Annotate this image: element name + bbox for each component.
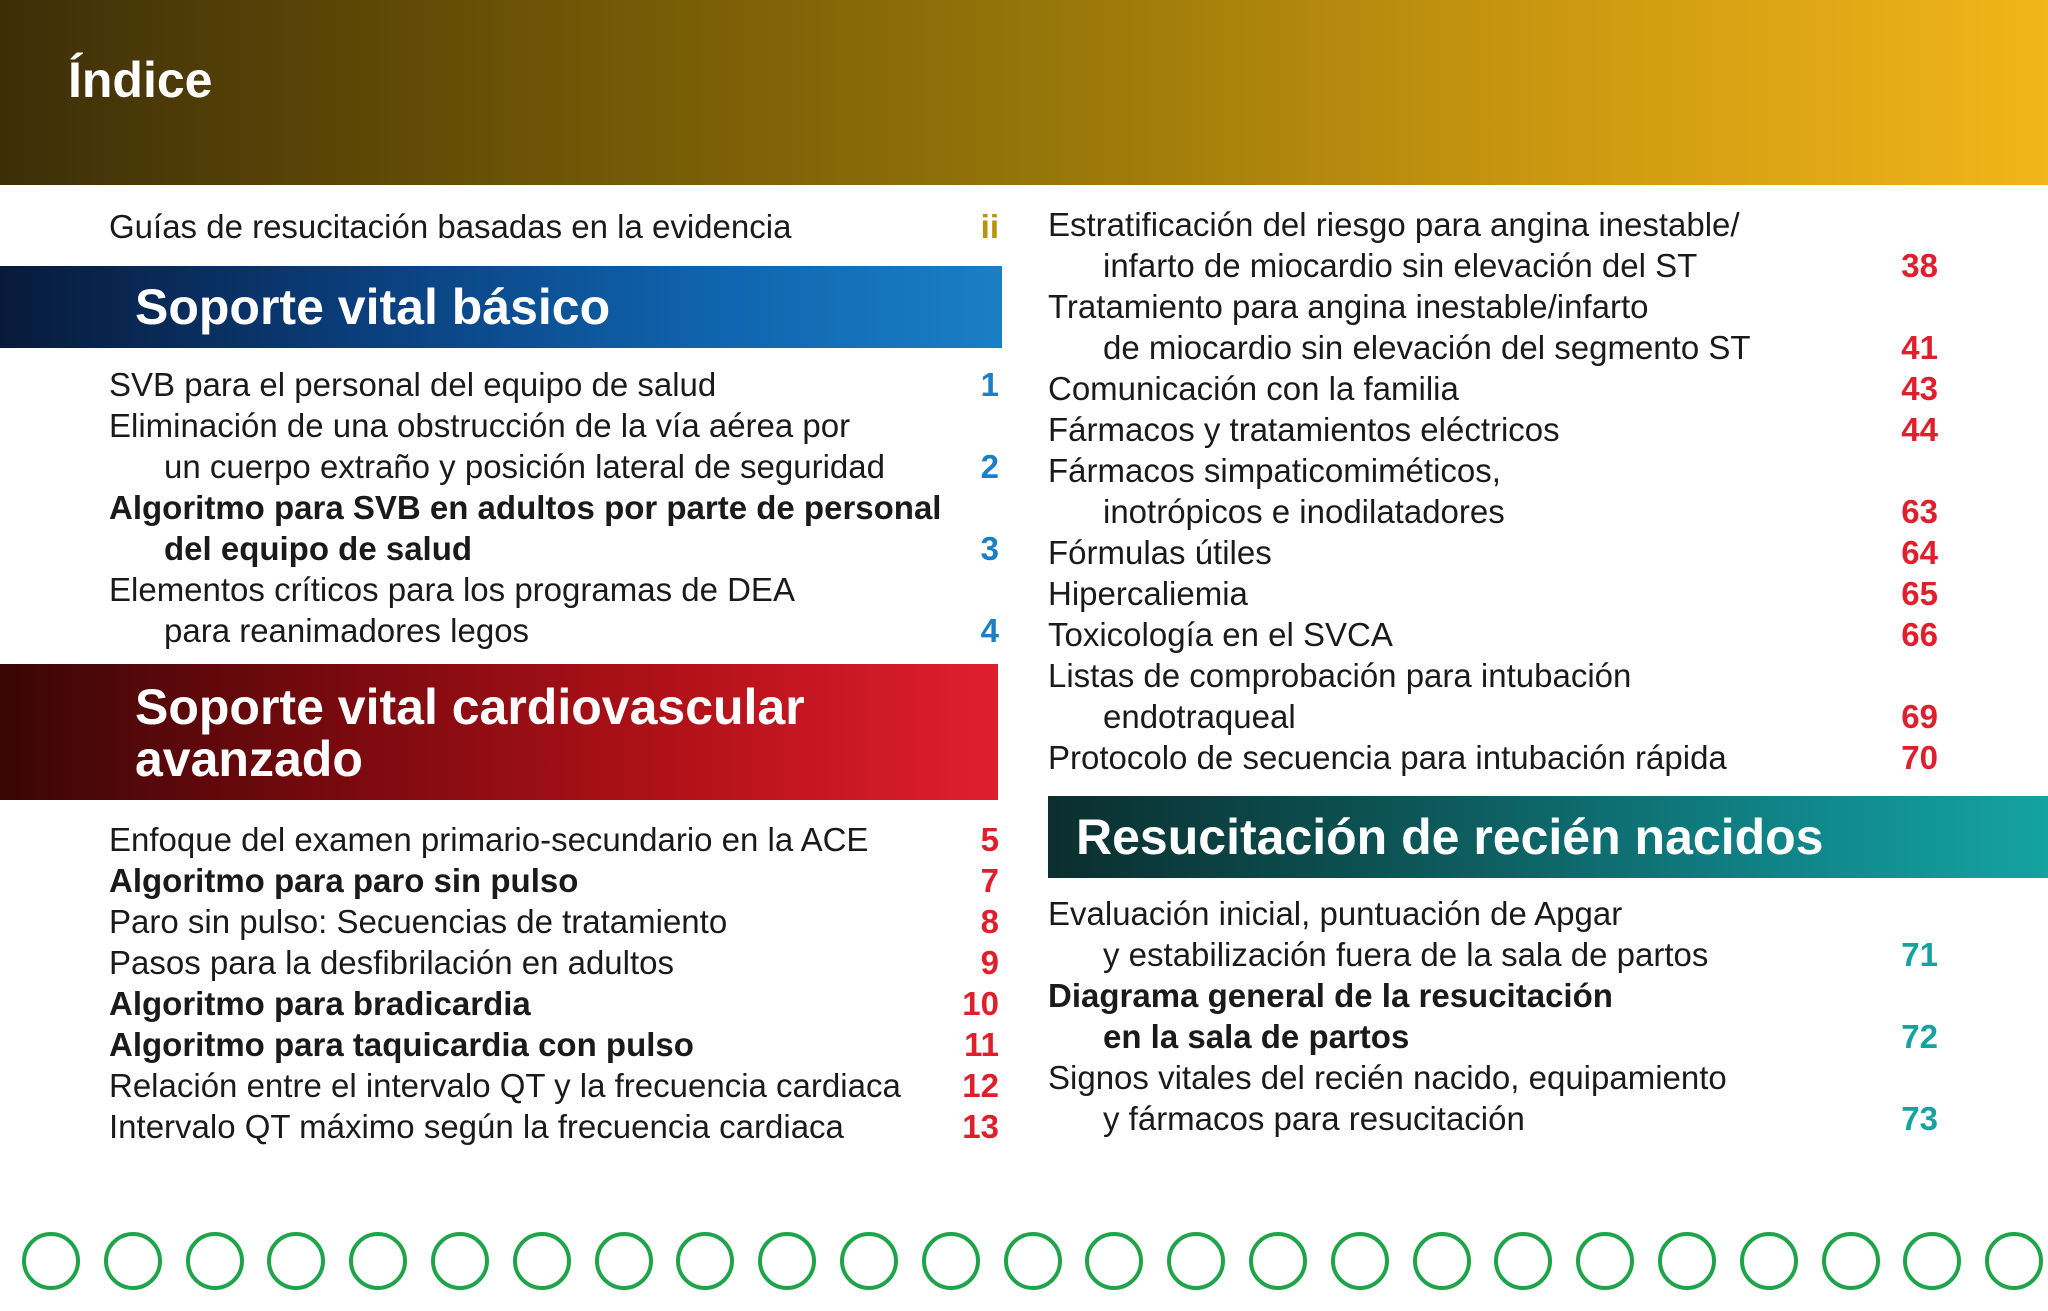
decorative-circle (1985, 1232, 2043, 1290)
toc-entry[interactable] (1048, 573, 1248, 614)
toc-entry-label: Elementos críticos para los programas de DEA (109, 571, 795, 608)
toc-entry-label: Algoritmo para taquicardia con pulso (109, 1026, 694, 1063)
toc-entry[interactable] (1048, 450, 1505, 532)
toc-page-number: 10 (962, 985, 999, 1022)
toc-entry-label: Pasos para la desfibrilación en adultos (109, 944, 675, 981)
toc-entry-label: Listas de comprobación para intubación (1048, 657, 1632, 694)
toc-entry[interactable] (1048, 893, 1708, 975)
decorative-circle (1576, 1232, 1634, 1290)
toc-entry-label: Algoritmo para bradicardia (109, 985, 531, 1022)
decorative-circle (758, 1232, 816, 1290)
toc-entry[interactable] (1048, 975, 1613, 1057)
decorative-circle (22, 1232, 80, 1290)
toc-entry[interactable] (1048, 1057, 1727, 1139)
toc-page-number: 9 (980, 944, 999, 981)
toc-page-number: 63 (1901, 493, 1938, 530)
toc-entry-label: Fármacos simpaticomiméticos, (1048, 452, 1501, 489)
toc-entry-label-cont: endotraqueal (1103, 698, 1296, 735)
toc-entry-label: Estratificación del riesgo para angina inestable/ (1048, 206, 1740, 243)
toc-entry-label: Evaluación inicial, puntuación de Apgar (1048, 895, 1623, 932)
decorative-circle (267, 1232, 325, 1290)
toc-page-number: 71 (1901, 936, 1938, 973)
toc-entry[interactable] (1048, 368, 1459, 409)
toc-entry-label: Paro sin pulso: Secuencias de tratamiento (109, 903, 728, 940)
decorative-circle (1658, 1232, 1716, 1290)
header-banner (0, 0, 2048, 185)
toc-page-number: 2 (980, 448, 999, 485)
decorative-circle (1413, 1232, 1471, 1290)
section-title: Soporte vital básico (135, 279, 611, 335)
toc-page-number: 13 (962, 1108, 999, 1145)
toc-entry[interactable] (109, 1065, 901, 1106)
toc-entry-label-cont: del equipo de salud (164, 530, 473, 567)
toc-entry-label: Toxicología en el SVCA (1048, 616, 1393, 653)
toc-entry[interactable] (109, 364, 716, 405)
decorative-circle (840, 1232, 898, 1290)
toc-entry-label: SVB para el personal del equipo de salud (109, 366, 717, 403)
toc-entry-label: Guías de resucitación basadas en la evidencia (109, 208, 792, 245)
decorative-circle (1167, 1232, 1225, 1290)
decorative-circle (1494, 1232, 1552, 1290)
toc-page-number: 69 (1901, 698, 1938, 735)
toc-entry-label: Comunicación con la familia (1048, 370, 1459, 407)
toc-entry-label: Algoritmo para SVB en adultos por parte de personal (109, 489, 942, 526)
toc-entry[interactable] (1048, 204, 1740, 286)
toc-entry[interactable] (109, 901, 727, 942)
toc-entry[interactable] (109, 569, 795, 651)
decorative-circle (431, 1232, 489, 1290)
toc-page-number: 64 (1901, 534, 1938, 571)
toc-page-number: 65 (1901, 575, 1938, 612)
toc-entry[interactable] (1048, 655, 1631, 737)
toc-page-number: 43 (1901, 370, 1938, 407)
toc-entry[interactable] (109, 942, 674, 983)
toc-entry-intro[interactable] (109, 206, 791, 247)
decorative-circle (513, 1232, 571, 1290)
toc-page-number: 73 (1901, 1100, 1938, 1137)
decorative-circle (1249, 1232, 1307, 1290)
section-title-line1: Soporte vital cardiovascular (135, 679, 805, 735)
toc-entry-label: Relación entre el intervalo QT y la frecuencia cardiaca (109, 1067, 901, 1104)
section-header-neo (1048, 796, 2048, 878)
toc-entry[interactable] (1048, 532, 1272, 573)
decorative-circle (1004, 1232, 1062, 1290)
toc-entry-label: Fármacos y tratamientos eléctricos (1048, 411, 1560, 448)
toc-entry-label-cont: en la sala de partos (1103, 1018, 1410, 1055)
toc-entry[interactable] (1048, 614, 1393, 655)
toc-page-number: 38 (1901, 247, 1938, 284)
toc-page-number: ii (980, 208, 999, 245)
toc-page-number: 70 (1901, 739, 1938, 776)
toc-page-number: 5 (980, 821, 999, 858)
toc-entry-label: Signos vitales del recién nacido, equipamiento (1048, 1059, 1727, 1096)
toc-entry-label: Algoritmo para paro sin pulso (109, 862, 579, 899)
decorative-circle (676, 1232, 734, 1290)
toc-page-number: 41 (1901, 329, 1938, 366)
toc-entry[interactable] (1048, 737, 1727, 778)
decorative-circle (186, 1232, 244, 1290)
toc-entry[interactable] (1048, 409, 1560, 450)
page-title: Índice (68, 52, 213, 108)
toc-page-number: 4 (980, 612, 999, 649)
toc-entry[interactable] (109, 860, 578, 901)
toc-entry-label: Enfoque del examen primario-secundario en la ACE (109, 821, 869, 858)
toc-page-number: 11 (964, 1026, 999, 1063)
toc-entry-label: Tratamiento para angina inestable/infarto (1048, 288, 1649, 325)
toc-entry-label-cont: y estabilización fuera de la sala de partos (1103, 936, 1709, 973)
toc-entry[interactable] (109, 983, 531, 1024)
decorative-circle-row (0, 1232, 2048, 1302)
decorative-circle (1331, 1232, 1389, 1290)
toc-entry-label-cont: para reanimadores legos (164, 612, 530, 649)
toc-page-number: 1 (980, 366, 999, 403)
section-title-line2: avanzado (135, 731, 363, 787)
toc-entry-label-cont: inotrópicos e inodilatadores (1103, 493, 1505, 530)
toc-entry[interactable] (109, 819, 868, 860)
decorative-circle (1903, 1232, 1961, 1290)
decorative-circle (1085, 1232, 1143, 1290)
toc-entry-label: Eliminación de una obstrucción de la vía aérea por (109, 407, 851, 444)
toc-page-number: 3 (980, 530, 999, 567)
decorative-circle (595, 1232, 653, 1290)
toc-entry[interactable] (1048, 286, 1751, 368)
toc-entry[interactable] (109, 487, 941, 569)
toc-page-number: 7 (980, 862, 999, 899)
section-title: Resucitación de recién nacidos (1076, 809, 1824, 865)
toc-page-number: 44 (1901, 411, 1938, 448)
decorative-circle (104, 1232, 162, 1290)
toc-entry-label-cont: infarto de miocardio sin elevación del ST (1103, 247, 1698, 284)
section-header-svca (0, 664, 998, 800)
toc-entry-label-cont: de miocardio sin elevación del segmento ST (1103, 329, 1751, 366)
toc-entry-label: Diagrama general de la resucitación (1048, 977, 1613, 1014)
decorative-circle (1822, 1232, 1880, 1290)
toc-entry-label: Protocolo de secuencia para intubación rápida (1048, 739, 1727, 776)
toc-page-number: 66 (1901, 616, 1938, 653)
toc-page-number: 8 (980, 903, 999, 940)
decorative-circle (922, 1232, 980, 1290)
section-header-svb (0, 266, 1002, 348)
toc-entry[interactable] (109, 405, 885, 487)
toc-entry[interactable] (109, 1106, 844, 1147)
toc-page-number: 72 (1901, 1018, 1938, 1055)
toc-page-number: 12 (962, 1067, 999, 1104)
decorative-circle (349, 1232, 407, 1290)
toc-entry-label: Intervalo QT máximo según la frecuencia cardiaca (109, 1108, 844, 1145)
toc-entry-label-cont: un cuerpo extraño y posición lateral de seguridad (164, 448, 885, 485)
decorative-circle (1740, 1232, 1798, 1290)
toc-entry-label: Hipercaliemia (1048, 575, 1248, 612)
toc-entry[interactable] (109, 1024, 694, 1065)
toc-entry-label: Fórmulas útiles (1048, 534, 1272, 571)
toc-entry-label-cont: y fármacos para resucitación (1103, 1100, 1525, 1137)
